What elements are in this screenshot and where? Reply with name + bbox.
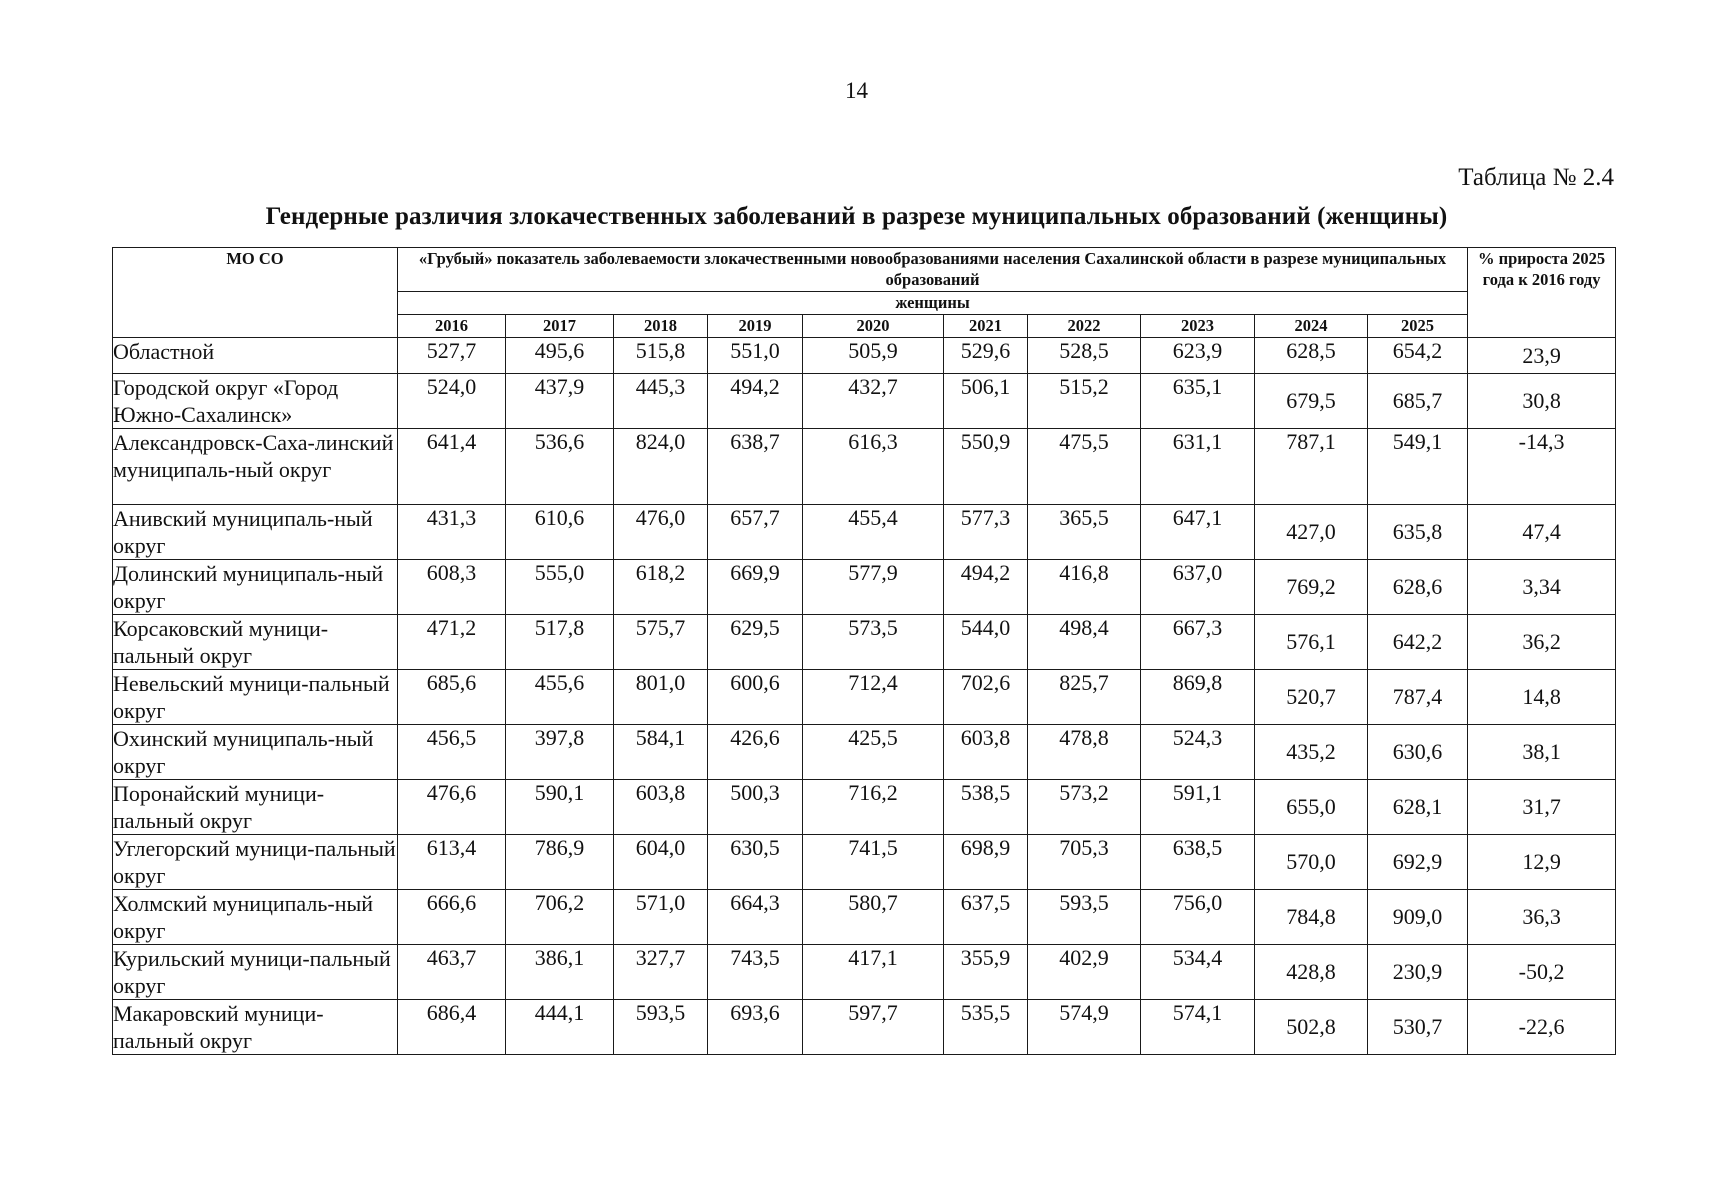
value-2022: 498,4 — [1028, 615, 1141, 670]
growth-value: 14,8 — [1468, 670, 1616, 725]
value-2020: 417,1 — [803, 945, 944, 1000]
table-row — [113, 890, 1616, 945]
value-2016: 476,6 — [398, 780, 506, 835]
value-2024: 628,5 — [1255, 338, 1368, 374]
value-2020: 597,7 — [803, 1000, 944, 1055]
table-row — [113, 835, 1616, 890]
value-2021: 535,5 — [944, 1000, 1028, 1055]
value-2017: 706,2 — [506, 890, 614, 945]
value-2018: 604,0 — [614, 835, 708, 890]
value-2018: 824,0 — [614, 429, 708, 505]
value-2023: 591,1 — [1141, 780, 1255, 835]
value-2016: 463,7 — [398, 945, 506, 1000]
growth-value: -14,3 — [1468, 429, 1616, 505]
value-2019: 494,2 — [708, 374, 803, 429]
value-2018: 571,0 — [614, 890, 708, 945]
value-2020: 455,4 — [803, 505, 944, 560]
value-2021: 355,9 — [944, 945, 1028, 1000]
value-2016: 686,4 — [398, 1000, 506, 1055]
growth-value: 23,9 — [1468, 338, 1616, 374]
header-indicator: «Грубый» показатель заболеваемости злокачественными новообразованиями населения Сахалинской области в разрезе муниципальных образований — [398, 248, 1468, 292]
value-2019: 630,5 — [708, 835, 803, 890]
table-number: Таблица № 2.4 — [1458, 164, 1614, 191]
value-2018: 445,3 — [614, 374, 708, 429]
value-2025: 642,2 — [1368, 615, 1468, 670]
value-2018: 593,5 — [614, 1000, 708, 1055]
value-2023: 637,0 — [1141, 560, 1255, 615]
value-2017: 386,1 — [506, 945, 614, 1000]
page-number: 14 — [845, 78, 868, 103]
value-2017: 397,8 — [506, 725, 614, 780]
value-2018: 801,0 — [614, 670, 708, 725]
value-2019: 693,6 — [708, 1000, 803, 1055]
value-2023: 623,9 — [1141, 338, 1255, 374]
value-2021: 550,9 — [944, 429, 1028, 505]
table-row — [113, 945, 1616, 1000]
value-2025: 685,7 — [1368, 374, 1468, 429]
value-2024: 576,1 — [1255, 615, 1368, 670]
value-2022: 478,8 — [1028, 725, 1141, 780]
value-2017: 555,0 — [506, 560, 614, 615]
value-2024: 520,7 — [1255, 670, 1368, 725]
value-2021: 603,8 — [944, 725, 1028, 780]
value-2024: 427,0 — [1255, 505, 1368, 560]
growth-value: -50,2 — [1468, 945, 1616, 1000]
value-2021: 494,2 — [944, 560, 1028, 615]
value-2016: 524,0 — [398, 374, 506, 429]
value-2020: 580,7 — [803, 890, 944, 945]
value-2020: 716,2 — [803, 780, 944, 835]
value-2023: 667,3 — [1141, 615, 1255, 670]
value-2016: 685,6 — [398, 670, 506, 725]
growth-value: 31,7 — [1468, 780, 1616, 835]
year-header-2019: 2019 — [708, 315, 803, 338]
municipality-name: Анивский муниципаль-ный округ — [113, 505, 398, 560]
value-2017: 455,6 — [506, 670, 614, 725]
municipality-name: Холмский муниципаль-ный округ — [113, 890, 398, 945]
value-2020: 741,5 — [803, 835, 944, 890]
value-2025: 630,6 — [1368, 725, 1468, 780]
value-2021: 698,9 — [944, 835, 1028, 890]
value-2023: 647,1 — [1141, 505, 1255, 560]
value-2022: 528,5 — [1028, 338, 1141, 374]
value-2024: 679,5 — [1255, 374, 1368, 429]
municipality-name: Невельский муници-пальный округ — [113, 670, 398, 725]
value-2022: 402,9 — [1028, 945, 1141, 1000]
header-moco: МО СО — [113, 248, 398, 338]
value-2024: 769,2 — [1255, 560, 1368, 615]
value-2017: 437,9 — [506, 374, 614, 429]
value-2025: 628,6 — [1368, 560, 1468, 615]
value-2023: 638,5 — [1141, 835, 1255, 890]
value-2020: 573,5 — [803, 615, 944, 670]
value-2016: 641,4 — [398, 429, 506, 505]
table-body — [113, 338, 1616, 1055]
value-2021: 538,5 — [944, 780, 1028, 835]
value-2017: 444,1 — [506, 1000, 614, 1055]
value-2022: 515,2 — [1028, 374, 1141, 429]
value-2025: 530,7 — [1368, 1000, 1468, 1055]
value-2022: 574,9 — [1028, 1000, 1141, 1055]
value-2017: 786,9 — [506, 835, 614, 890]
table-row — [113, 374, 1616, 429]
value-2018: 618,2 — [614, 560, 708, 615]
value-2022: 475,5 — [1028, 429, 1141, 505]
growth-value: 30,8 — [1468, 374, 1616, 429]
value-2022: 573,2 — [1028, 780, 1141, 835]
value-2023: 756,0 — [1141, 890, 1255, 945]
year-header-2018: 2018 — [614, 315, 708, 338]
growth-value: 36,3 — [1468, 890, 1616, 945]
table-row — [113, 505, 1616, 560]
value-2016: 456,5 — [398, 725, 506, 780]
value-2022: 416,8 — [1028, 560, 1141, 615]
table-row — [113, 670, 1616, 725]
table-row — [113, 725, 1616, 780]
growth-value: -22,6 — [1468, 1000, 1616, 1055]
value-2019: 638,7 — [708, 429, 803, 505]
value-2016: 431,3 — [398, 505, 506, 560]
header-women: женщины — [398, 292, 1468, 315]
value-2017: 517,8 — [506, 615, 614, 670]
table-row — [113, 560, 1616, 615]
value-2024: 428,8 — [1255, 945, 1368, 1000]
municipality-name: Курильский муници-пальный округ — [113, 945, 398, 1000]
year-header-2022: 2022 — [1028, 315, 1141, 338]
growth-value: 12,9 — [1468, 835, 1616, 890]
municipality-name: Охинский муниципаль-ный округ — [113, 725, 398, 780]
value-2021: 529,6 — [944, 338, 1028, 374]
value-2017: 495,6 — [506, 338, 614, 374]
value-2017: 610,6 — [506, 505, 614, 560]
year-header-2020: 2020 — [803, 315, 944, 338]
value-2017: 590,1 — [506, 780, 614, 835]
value-2022: 365,5 — [1028, 505, 1141, 560]
value-2018: 603,8 — [614, 780, 708, 835]
value-2020: 432,7 — [803, 374, 944, 429]
value-2019: 426,6 — [708, 725, 803, 780]
year-header-2021: 2021 — [944, 315, 1028, 338]
year-header-2024: 2024 — [1255, 315, 1368, 338]
municipality-name: Областной — [113, 338, 398, 374]
municipality-name: Корсаковский муници-пальный округ — [113, 615, 398, 670]
growth-value: 38,1 — [1468, 725, 1616, 780]
value-2018: 476,0 — [614, 505, 708, 560]
value-2019: 500,3 — [708, 780, 803, 835]
value-2025: 654,2 — [1368, 338, 1468, 374]
value-2025: 628,1 — [1368, 780, 1468, 835]
value-2020: 505,9 — [803, 338, 944, 374]
year-header-2023: 2023 — [1141, 315, 1255, 338]
value-2019: 669,9 — [708, 560, 803, 615]
value-2021: 544,0 — [944, 615, 1028, 670]
value-2024: 570,0 — [1255, 835, 1368, 890]
value-2021: 637,5 — [944, 890, 1028, 945]
value-2024: 502,8 — [1255, 1000, 1368, 1055]
value-2025: 787,4 — [1368, 670, 1468, 725]
value-2018: 584,1 — [614, 725, 708, 780]
table-row — [113, 615, 1616, 670]
value-2022: 825,7 — [1028, 670, 1141, 725]
municipality-name: Городской округ «Город Южно-Сахалинск» — [113, 374, 398, 429]
value-2020: 425,5 — [803, 725, 944, 780]
value-2020: 577,9 — [803, 560, 944, 615]
value-2019: 629,5 — [708, 615, 803, 670]
value-2021: 577,3 — [944, 505, 1028, 560]
value-2023: 534,4 — [1141, 945, 1255, 1000]
value-2025: 230,9 — [1368, 945, 1468, 1000]
value-2017: 536,6 — [506, 429, 614, 505]
table-row — [113, 1000, 1616, 1055]
year-header-2025: 2025 — [1368, 315, 1468, 338]
table-row — [113, 429, 1616, 505]
value-2023: 635,1 — [1141, 374, 1255, 429]
value-2018: 327,7 — [614, 945, 708, 1000]
value-2025: 692,9 — [1368, 835, 1468, 890]
table-header — [113, 248, 1616, 338]
value-2016: 527,7 — [398, 338, 506, 374]
year-header-2016: 2016 — [398, 315, 506, 338]
value-2023: 631,1 — [1141, 429, 1255, 505]
value-2021: 702,6 — [944, 670, 1028, 725]
value-2025: 909,0 — [1368, 890, 1468, 945]
value-2020: 616,3 — [803, 429, 944, 505]
growth-value: 3,34 — [1468, 560, 1616, 615]
value-2022: 705,3 — [1028, 835, 1141, 890]
value-2016: 613,4 — [398, 835, 506, 890]
value-2024: 435,2 — [1255, 725, 1368, 780]
value-2024: 655,0 — [1255, 780, 1368, 835]
value-2018: 515,8 — [614, 338, 708, 374]
value-2019: 551,0 — [708, 338, 803, 374]
value-2023: 574,1 — [1141, 1000, 1255, 1055]
header-growth: % прироста 2025 года к 2016 году — [1468, 248, 1616, 338]
value-2025: 635,8 — [1368, 505, 1468, 560]
value-2021: 506,1 — [944, 374, 1028, 429]
growth-value: 47,4 — [1468, 505, 1616, 560]
value-2016: 666,6 — [398, 890, 506, 945]
value-2024: 787,1 — [1255, 429, 1368, 505]
value-2019: 664,3 — [708, 890, 803, 945]
value-2023: 869,8 — [1141, 670, 1255, 725]
value-2025: 549,1 — [1368, 429, 1468, 505]
municipality-name: Долинский муниципаль-ный округ — [113, 560, 398, 615]
growth-value: 36,2 — [1468, 615, 1616, 670]
municipality-name: Макаровский муници-пальный округ — [113, 1000, 398, 1055]
value-2016: 608,3 — [398, 560, 506, 615]
value-2020: 712,4 — [803, 670, 944, 725]
year-header-2017: 2017 — [506, 315, 614, 338]
document-title: Гендерные различия злокачественных заболеваний в разрезе муниципальных образований (женщины) — [265, 203, 1448, 230]
value-2019: 657,7 — [708, 505, 803, 560]
table-row — [113, 338, 1616, 374]
incidence-table — [112, 247, 1616, 1055]
municipality-name: Углегорский муници-пальный округ — [113, 836, 396, 888]
value-2024: 784,8 — [1255, 890, 1368, 945]
municipality-name: Александровск-Саха-линский муниципаль-ный округ — [113, 429, 398, 505]
value-2019: 743,5 — [708, 945, 803, 1000]
value-2023: 524,3 — [1141, 725, 1255, 780]
value-2022: 593,5 — [1028, 890, 1141, 945]
table-row — [113, 780, 1616, 835]
value-2019: 600,6 — [708, 670, 803, 725]
municipality-name: Поронайский муници-пальный округ — [113, 780, 398, 835]
value-2018: 575,7 — [614, 615, 708, 670]
value-2016: 471,2 — [398, 615, 506, 670]
